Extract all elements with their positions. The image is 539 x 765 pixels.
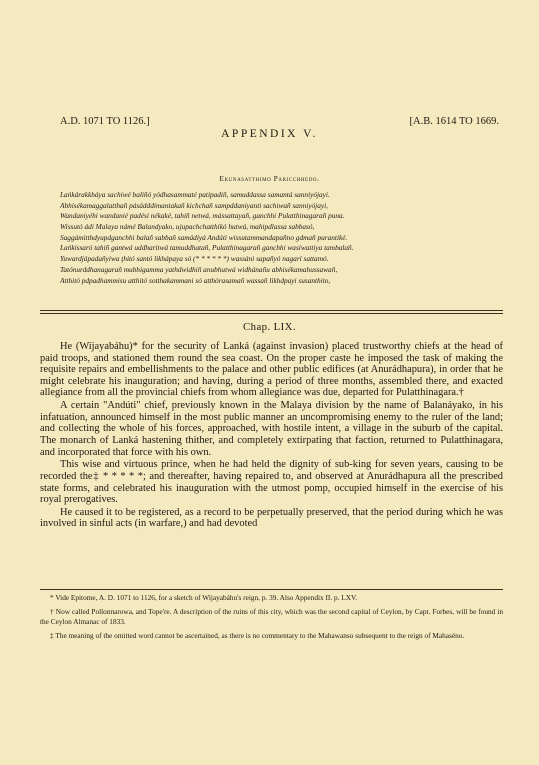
chapter-title: Chap. LIX. <box>243 321 296 333</box>
footnote-rule <box>40 589 503 590</box>
paragraph: He (Wijayabáhu)* for the security of Lanká (against invasion) placed trustworthy chiefs at the head of paid troops, and stationed them round the sea coast. On the proper caste he imposed the task of making the requisite repairs and embellishments to the palace and other public edifices (at Anurádhapura), in order that he might celebrate his inauguration; and having, during a period of three months, assembled there, and exacted allegiance from all the provincial chiefs from whom allegiance was due, departed for Pulatthinagara.† <box>40 341 503 399</box>
pali-line: Wissutó ádi Malaya námé Balandyako, ujupachchatthikó hutwá, mahipdlassa sabbasó, <box>60 222 315 232</box>
pali-line: Saggámitthdyupdganchhi balañ sabbañ samádiyá Andúti wissutammandapañno gdmañ purantiké. <box>60 232 348 242</box>
appendix-title: APPENDIX V. <box>221 128 318 140</box>
footnote: * Vide Epitome, A. D. 1071 to 1126, for a sketch of Wijayabáhu's reign, p. 39. Also Appendix II. p. LXV. <box>50 593 358 602</box>
paragraph: This wise and virtuous prince, when he had held the dignity of sub-king for seven years, causing to be recorded the‡ * * * * *; and thereafter, having repaired to, and observed at Anurádhapura all the prescribed state forms, and celebrated his inauguration with the utmost pomp, occupied himself in the exercise of his royal prerogatives. <box>40 459 503 506</box>
pali-line: Wandaniyéhi wandanié padési nékaké, tahiñ netwá, mássattayañ, ganchhi Pulatthinagarañ puna. <box>60 211 345 221</box>
footnotes <box>40 593 503 645</box>
footnote: † Now called Pollonnarowa, and Tope're. A description of the ruins of this city, which was the second capital of Ceylon, by Capt. Forbes, will be found in the Ceylon Almanac of 1833. <box>40 607 503 626</box>
pali-line: Tatónurddhanagarañ mubhigamma yathdwidhiñ anubhutwá widhánañu abhisékamahussawañ, <box>60 264 338 274</box>
pali-line: Lańkárakkháya sachiwé baliñó yódhasammaté patipadiñ, samuddassa samantá sanniyójayi. <box>60 190 330 199</box>
paragraph: A certain "Andúti" chief, previously known in the Malaya division by the name of Balanáyako, in his infatuation, announced himself in the most public manner an uncompromising enemy to the ruler of the land; and collecting the whole of his forces, approached, with hostile intent, a village in the suburb of the capital. The monarch of Lanká hastening thither, and completely extirpating that faction, returned to Pulatthinagara, and incorporated that force with his own. <box>40 400 503 458</box>
header-date-right: [A.B. 1614 TO 1669. <box>409 116 499 127</box>
divider-rule <box>40 310 503 311</box>
pali-line: Atthitó pdpadhammisu atthitó sotthakammani só atthórasamañ wassañ likhdpayi susanthito, <box>60 275 331 285</box>
divider-rule <box>40 313 503 314</box>
footnote: ‡ The meaning of the omitted word cannot be ascertained, as there is no commentary to the Mahawanso subsequent to the reign of Mahaséno. <box>50 630 465 640</box>
paragraph: He caused it to be registered, as a record to be perpetually preserved, that the period during which he was involved in sinful acts (in warfare,) and had devoted <box>40 506 503 530</box>
header-date-left: A.D. 1071 TO 1126.] <box>60 116 150 127</box>
pali-section-title: Ekunasatthimo Paricchhedo. <box>219 175 320 183</box>
body-text <box>40 341 503 531</box>
pali-line: Yuwardjápadañyiwa ţhitó santó likhápaya só (* * * * * *) wassáni sapañyó nagarí sattamó. <box>60 254 329 264</box>
pali-line: Lańkissaró tahiñ gantwá uddharitwá tamuddhatañ, Pulatthinagarañ ganchhi wasiwattiya tambalañ. <box>60 243 354 253</box>
pali-verses <box>60 190 500 286</box>
pali-line: Abhisékamaggalatthañ pásádddimantakañ kichchañ sampddaniyanti sachiwañ sanniyójayi, <box>60 200 328 210</box>
